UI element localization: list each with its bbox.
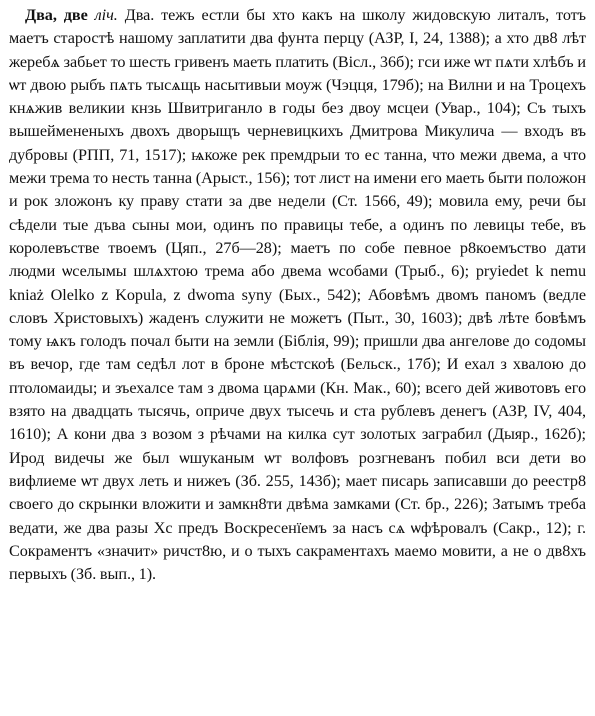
entry-text: Два. тежъ естли бы хто какъ на школу жидовскую литалъ, тотъ маетъ старостѣ нашому заплатити два фунта перцу (АЗР, I, 24, 1388); а хто дв8 лѣт жеребѧ забьет то шесть гривенъ маеть платить (Вісл., 36б); гси иже ѡт пѧти хлѣбъ и ѡт двою рыбъ пѧть тысѧщь насытивыи моуж (Чэцця, 179б); на Вилни и на Троцехъ кнѧжив великии кнзь Швитриганло в годы без двоу мсцеи (Увар., 104); Съ тыхъ вышеймененыхъ двохъ дворыщъ черневицкихъ Дмитрова Микулича — входъ въ дубровы (РПП, 71, 1517); ѩкоже рек премдрыи то ес танна, что межи двема, а что межи трема то несть танна (Арыст., 156); тот лист на имени его маеть быти положон и рок зложонъ ку праву стати за две недели (Ст. 1566, 49); мовила ему, речи бы сѣдели тые дъва сыны мои, одинъ по правицы тебе, а одинъ по левицы тебе, въ королевъстве твоемъ (Цяп., 27б—28); маетъ по собе певное р8коемъство дати людми ѡселымы шлѧхтою трема або двема ѡсобами (Трыб., 6); pryiedet k nemu kniaż Olelko z Kopula, z dwoma syny (Бых., 542); Абовѣмъ двомъ паномъ (ведле словъ Христовыхъ) жаденъ служити не можетъ (Пыт., 30, 1603); двѣ лѣте бовѣмъ тому ѩкъ голодъ почал быти на земли (Біблія, 99); пришли два ангелове до содомы въ вечор, где там седѣл лот в броне мѣстскоѣ (Бельск., 17б); И ехал з хвалою до птоломаиды; и зъехалсе там з двома царѧми (Кн. Мак., 60); всего дей животовъ его взято на двадцать тысячь, оприче двух тысечь и ста рублевъ денегъ (АЗР, IV, 404, 1610); А кони два з возом з рѣчами на килка сут золотых заграбил (Дыяр., 162б); Ирод видечы же был ѡшуканым ѡт волфовъ розгневанъ побил вси дети во вифлиеме ѡт двух леть и нижеъ (Зб. 255, 143б); мает писарь записавши до реестр8 своего до скрынки вложити и замкн8ти двѣма замками (Ст. бр., 226); Затымъ треба ведати, же два разы Хс предъ Воскресенїемъ за насъ сѧ ѡфѣровалъ (Сакр., 12); г. Сокраментъ «значит» ричст8ю, и о тыхъ сакраментахъ маемо мовити, а не о дв8хъ первыхъ (Зб. вып., 1).: [9, 6, 586, 584]
grammar-label: ліч.: [94, 6, 118, 24]
entry-headword: Два, две: [25, 6, 88, 24]
dictionary-entry: [9, 4, 586, 586]
